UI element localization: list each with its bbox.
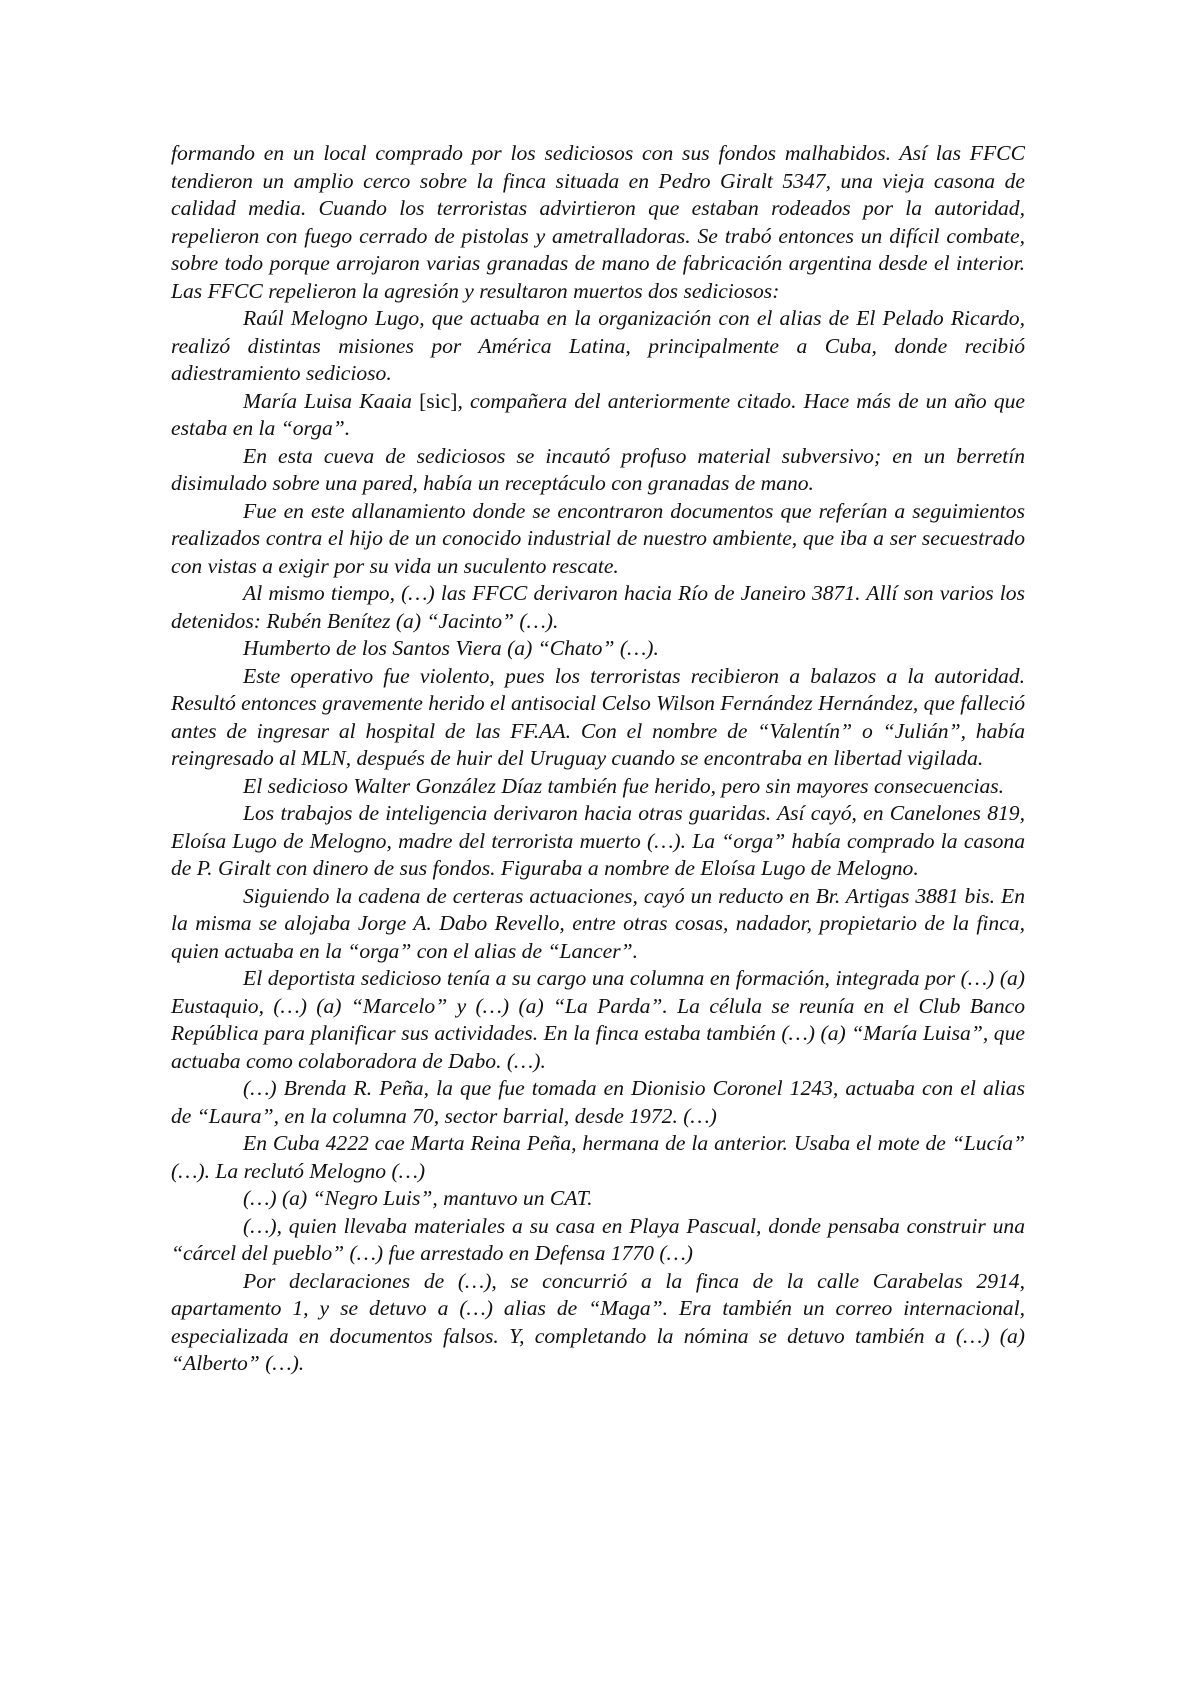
paragraph-14: En Cuba 4222 cae Marta Reina Peña, hermana de la anterior. Usaba el mote de “Lucía” (…). La reclutó Melogno (…) [171, 1131, 1025, 1183]
paragraph-9: El sedicioso Walter González Díaz también fue herido, pero sin mayores consecuencias. [243, 773, 1005, 798]
paragraph-16: (…), quien llevaba materiales a su casa en Playa Pascual, donde pensaba construir una “cárcel del pueblo” (…) fue arrestado en Defensa 1770 (…) [171, 1213, 1025, 1265]
paragraph-15: (…) (a) “Negro Luis”, mantuvo un CAT. [243, 1186, 593, 1210]
paragraph-12: El deportista sedicioso tenía a su cargo una columna en formación, integrada por (…) (a) Eustaquio, (…) (a) “Marcelo” y (…) (a) “La Parda”. La célula se reunía en el Club Banco República para planificar sus actividades. En la finca estaba también (…) (a) “María Luisa”, que actuaba como colaboradora de Dabo. (…). [171, 966, 1025, 1073]
paragraph-6: Al mismo tiempo, (…) las FFCC derivaron hacia Río de Janeiro 3871. Allí son varios los detenidos: Rubén Benítez (a) “Jacinto” (…). [171, 581, 1025, 633]
paragraph-1: formando en un local comprado por los sediciosos con sus fondos malhabidos. Así las FFCC tendieron un amplio cerco sobre la finca situada en Pedro Giralt 5347, una vieja casona de calidad media. Cuando los terroristas advirtieron que estaban rodeados por la autoridad, repelieron con fuego cerrado de pistolas y ametralladoras. Se trabó entonces un difícil combate, sobre todo porque arrojaron varias granadas de mano de fabricación argentina desde el interior. Las FFCC repelieron la agresión y resultaron muertos dos sediciosos: [171, 141, 1025, 303]
paragraph-17: Por declaraciones de (…), se concurrió a la finca de la calle Carabelas 2914, apartamento 1, y se detuvo a (…) alias de “Maga”. Era también un correo internacional, especializada en documentos falsos. Y, completando la nómina se detuvo también a (…) (a) “Alberto” (…). [171, 1268, 1025, 1375]
document-body [171, 140, 1025, 1378]
paragraph-2: Raúl Melogno Lugo, que actuaba en la organización con el alias de El Pelado Ricardo, realizó distintas misiones por América Latina, principalmente a Cuba, donde recibió adiestramiento sedicioso. [171, 306, 1025, 385]
paragraph-5: Fue en este allanamiento donde se encontraron documentos que referían a seguimientos realizados contra el hijo de un conocido industrial de nuestro ambiente, que iba a ser secuestrado con vistas a exigir por su vida un suculento rescate. [171, 498, 1025, 578]
paragraph-11: Siguiendo la cadena de certeras actuaciones, cayó un reducto en Br. Artigas 3881 bis. En la misma se alojaba Jorge A. Dabo Revello, entre otras cosas, nadador, propietario de la finca, quien actuaba en la “orga” con el alias de “Lancer”. [171, 883, 1025, 963]
paragraph-3 [171, 388, 1025, 443]
paragraph-10: Los trabajos de inteligencia derivaron hacia otras guaridas. Así cayó, en Canelones 819, Eloísa Lugo de Melogno, madre del terrorista muerto (…). La “orga” había comprado la casona de P. Giralt con dinero de sus fondos. Figuraba a nombre de Eloísa Lugo de Melogno. [171, 801, 1025, 880]
sic-annotation: [sic] [419, 388, 458, 413]
paragraph-3-rest: , compañera del anteriormente citado. Hace más de un año que estaba en la “orga”. [171, 388, 1026, 440]
paragraph-4: En esta cueva de sediciosos se incautó profuso material subversivo; en un berretín disimulado sobre una pared, había un receptáculo con granadas de mano. [171, 443, 1025, 495]
paragraph-13: (…) Brenda R. Peña, la que fue tomada en Dionisio Coronel 1243, actuaba con el alias de “Laura”, en la columna 70, sector barrial, desde 1972. (…) [171, 1076, 1025, 1128]
paragraph-7: Humberto de los Santos Viera (a) “Chato” (…). [243, 636, 659, 660]
paragraph-8: Este operativo fue violento, pues los terroristas recibieron a balazos a la autoridad. Resultó entonces gravemente herido el antisocial Celso Wilson Fernández Hernández, que falleció antes de ingresar al hospital de las FF.AA. Con el nombre de “Valentín” o “Julián”, había reingresado al MLN, después de huir del Uruguay cuando se encontraba en libertad vigilada. [171, 663, 1025, 770]
paragraph-3-name: María Luisa Kaaia [243, 388, 420, 413]
